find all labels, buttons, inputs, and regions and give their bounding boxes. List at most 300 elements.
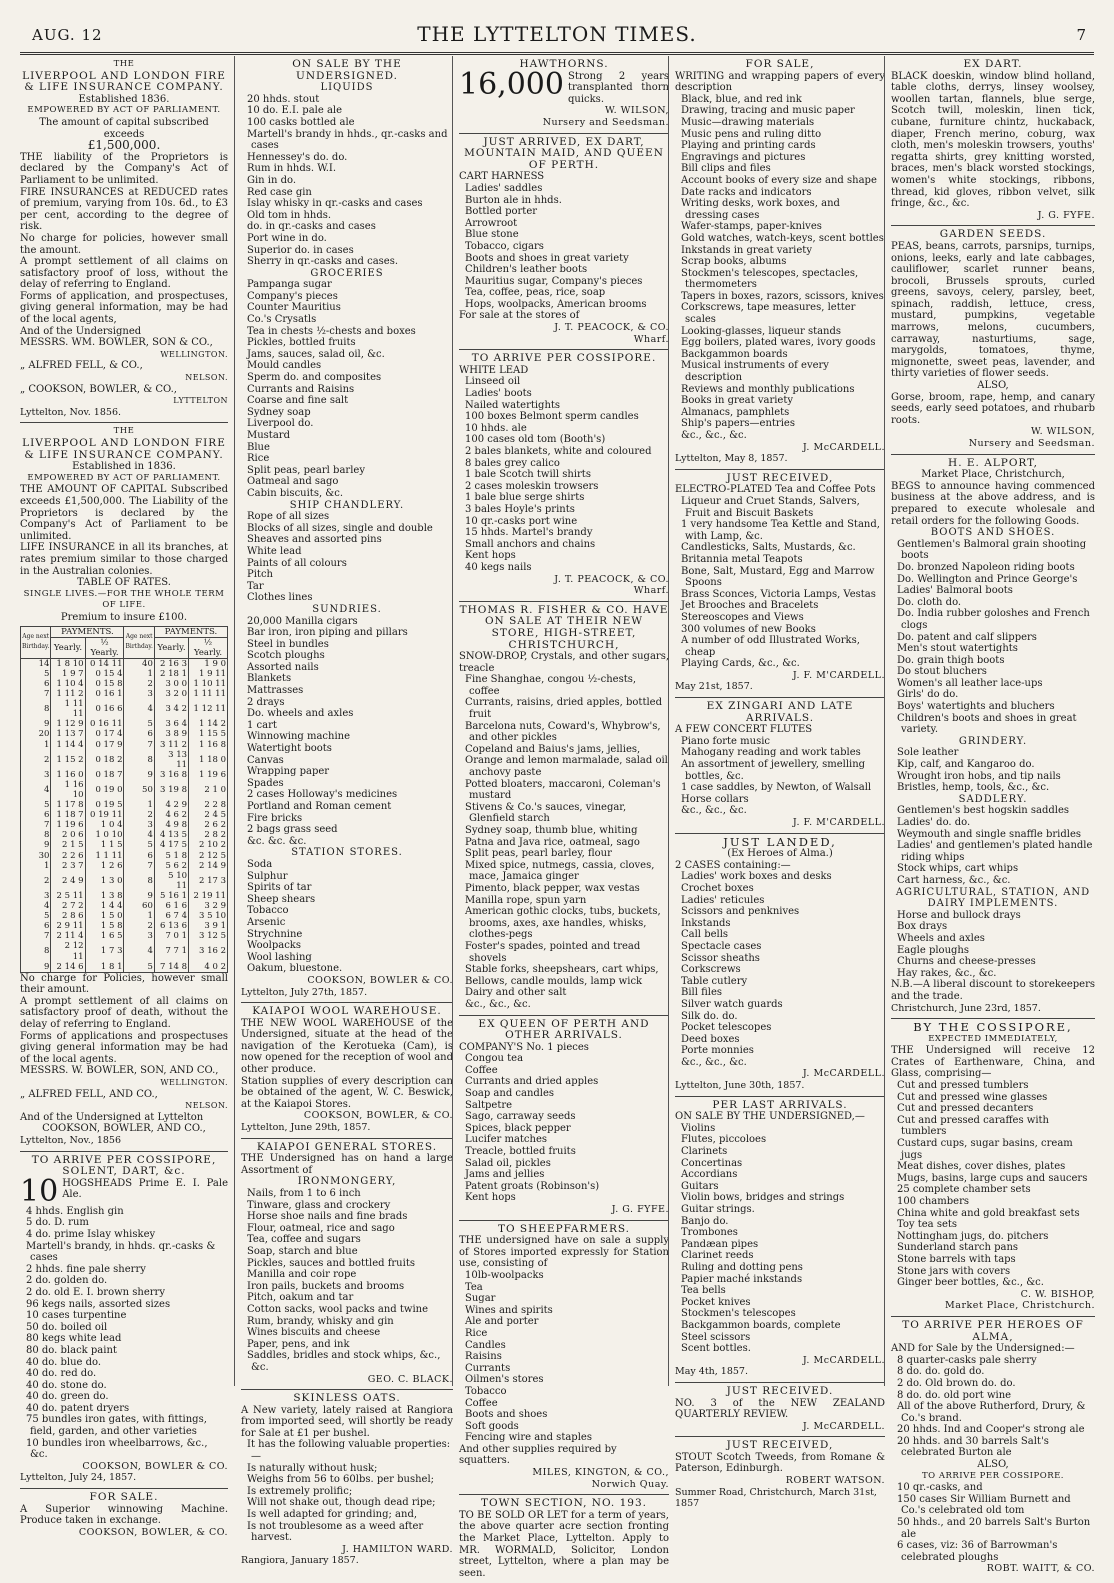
newspaper-title: THE LYTTELTON TIMES. xyxy=(417,22,697,46)
list-item: Woolpacks xyxy=(247,940,301,952)
ad-capital: The amount of capital subscribed exceeds xyxy=(39,116,209,140)
rates-header-payments: PAYMENTS. xyxy=(154,626,227,637)
table-cell: 2 10 2 xyxy=(189,840,228,850)
ad-date: Lyttelton, June 30th, 1857. xyxy=(675,1080,805,1092)
ad-lead: WRITING and wrapping papers of every description xyxy=(675,70,885,94)
item-list xyxy=(459,1053,669,1204)
table-cell: 0 15 8 xyxy=(85,679,124,689)
list-item: Currants xyxy=(465,1362,511,1374)
list-item: White lead xyxy=(247,545,302,557)
ad-paragraph: THE undersigned have on sale a supply of Stores imported expressly for Station use, consisting of xyxy=(459,1235,669,1270)
list-item: Small anchors and chains xyxy=(465,538,596,550)
table-cell: 1 3 8 xyxy=(85,891,124,901)
list-item: Dairy and other salt xyxy=(465,987,567,999)
ad-agent-location: NELSON. xyxy=(185,373,228,383)
item-list xyxy=(459,183,669,311)
item-list xyxy=(241,1439,453,1543)
list-item: Hennessey's do. do. xyxy=(247,151,348,163)
ad-heading: FOR SALE, xyxy=(745,58,815,70)
table-row xyxy=(21,861,228,871)
table-cell: 0 19 11 xyxy=(85,810,124,820)
list-item: Saltpetre xyxy=(465,1099,513,1111)
table-cell: 5 xyxy=(124,962,154,973)
table-cell: 0 15 4 xyxy=(85,669,124,679)
list-item: Ladies' work boxes and desks xyxy=(681,871,832,883)
table-cell: 2 8 2 xyxy=(189,830,228,840)
table-cell: 3 9 1 xyxy=(189,921,228,931)
table-cell: 5 xyxy=(21,669,51,679)
table-cell: 2 xyxy=(21,871,51,891)
ad-sheepfarmers xyxy=(459,1221,669,1496)
table-cell: 2 2 8 xyxy=(189,800,228,810)
list-item: Wool lashing xyxy=(247,951,312,963)
ad-signature: J. McCARDELL. xyxy=(802,1354,885,1366)
table-cell: 4 xyxy=(21,901,51,911)
table-cell: 7 14 8 xyxy=(154,962,188,973)
list-item: Rum in hhds. W.I. xyxy=(247,163,337,175)
table-cell: 2 14 6 xyxy=(51,962,85,973)
list-item: Potted bloaters, maccaroni, Coleman's mustard xyxy=(465,778,661,802)
list-item: Coarse and fine salt xyxy=(247,395,349,407)
table-cell: 9 xyxy=(21,962,51,973)
list-item: Fine Shanghae, congou ½-chests, coffee xyxy=(465,674,637,697)
item-list xyxy=(891,910,1095,980)
ad-on-sale-cookson xyxy=(241,56,453,1003)
column-2 xyxy=(234,56,459,1567)
ad-paragraph: THE AMOUNT OF CAPITAL Subscribed exceeds £1,500,000. The Liability of the Proprietors is declared by the Company's Act of Parliament to be unlimited. xyxy=(20,484,228,542)
table-cell: 3 8 9 xyxy=(154,729,188,739)
ad-lead xyxy=(20,1173,228,1209)
list-item: Britannia metal Teapots xyxy=(681,553,803,565)
table-cell: 40 xyxy=(124,658,154,669)
ad-signature: J. F. M'CARDELL. xyxy=(792,669,885,681)
table-cell: 4 xyxy=(124,699,154,719)
ad-liverpool-life xyxy=(20,423,228,1151)
list-item: Martell's brandy, in hhds. qr.-casks & cases xyxy=(26,1240,216,1264)
ad-paragraph: TO BE SOLD OR LET for a term of years, the above quarter acre section fronting the Market Place, Lyttelton. Apply to MR. WORMALD, Solicitor, London street, Lyttelton, where a plan may be seen. xyxy=(459,1509,669,1579)
list-item: Burton ale in hhds. xyxy=(465,194,562,206)
list-item: Arsenic xyxy=(247,916,286,928)
ad-heading: LIVERPOOL AND LONDON FIRE & LIFE INSURANCE COMPANY. xyxy=(22,437,226,461)
ad-signature: W. WILSON, xyxy=(1031,426,1095,438)
ad-empowered: EMPOWERED BY ACT OF PARLIAMENT. xyxy=(27,105,221,116)
list-item: 40 do. stone do. xyxy=(26,1379,107,1391)
list-item: Kip, calf, and Kangaroo do. xyxy=(897,759,1035,771)
list-item: Counter Mauritius xyxy=(247,302,341,314)
table-cell: 1 1 5 xyxy=(85,840,124,850)
list-item: &c., &c., &c. xyxy=(681,1056,747,1068)
ad-paragraph: And of the Undersigned at Lyttelton xyxy=(20,1111,204,1123)
table-cell: 1 16 8 xyxy=(189,740,228,750)
item-list xyxy=(675,496,885,670)
table-cell: 4 xyxy=(124,830,154,840)
table-row xyxy=(21,679,228,689)
ad-alport xyxy=(891,455,1095,1020)
table-cell: 1 4 4 xyxy=(85,901,124,911)
list-item: Soap, starch and blue xyxy=(247,1245,358,1257)
ad-lead: ON SALE BY THE UNDERSIGNED,— xyxy=(675,1111,865,1123)
list-item: Silk do. do. xyxy=(681,1010,738,1022)
list-item: Table cutlery xyxy=(681,975,748,987)
list-item: Tea, coffee, peas, rice, soap xyxy=(465,287,606,299)
list-item: Ladies' boots xyxy=(465,388,532,400)
table-cell: 3 12 5 xyxy=(189,931,228,941)
list-item: Banjo do. xyxy=(681,1215,729,1227)
item-list xyxy=(891,1080,1095,1289)
table-cell: 1 15 5 xyxy=(189,729,228,739)
table-cell: 1 xyxy=(21,861,51,871)
list-item: &c. &c. &c. xyxy=(247,835,307,847)
table-cell: 7 0 1 xyxy=(154,931,188,941)
list-item: China white and gold breakfast sets xyxy=(897,1207,1080,1219)
list-item: Treacle, bottled fruits xyxy=(465,1146,576,1158)
ad-date: Lyttelton, July 27th, 1857. xyxy=(241,986,368,998)
list-item: Bottled porter xyxy=(465,206,538,218)
list-item: Blue stone xyxy=(465,229,519,241)
list-item: Eagle ploughs xyxy=(897,944,969,956)
list-item: 10 cases turpentine xyxy=(26,1310,127,1322)
list-item: 10 hhds. ale xyxy=(465,422,527,434)
ad-date: Lyttelton, June 29th, 1857. xyxy=(241,1122,371,1134)
lead-text: Strong 2 years transplanted thorn quicks. xyxy=(567,70,669,105)
list-item: 4 do. prime Islay whiskey xyxy=(26,1228,156,1240)
list-item: Stone jars with covers xyxy=(897,1265,1011,1277)
list-item: It has the following valuable properties:— xyxy=(247,1439,451,1463)
section-heading: STATION STORES. xyxy=(291,847,403,859)
table-row xyxy=(21,921,228,931)
ad-heading: JUST RECEIVED, xyxy=(726,1439,834,1452)
list-item: 8 do. do. old port wine xyxy=(897,1389,1012,1401)
ad-signature: ROBERT WATSON. xyxy=(785,1475,885,1487)
ad-electro-plated xyxy=(675,470,885,698)
list-item: Rope of all sizes xyxy=(247,511,330,523)
list-item: Mixed spice, nutmegs, cassia, cloves, mace, Jamaica ginger xyxy=(465,859,655,883)
list-item: Do. Wellington and Prince George's xyxy=(897,573,1078,585)
list-item: Corkscrews xyxy=(681,964,741,976)
table-cell: 7 xyxy=(21,931,51,941)
list-item: 2 cases Holloway's medicines xyxy=(247,789,398,801)
list-item: Patna and Java rice, oatmeal, sago xyxy=(465,836,640,848)
list-item: Toy tea sets xyxy=(897,1219,958,1231)
ad-signature: MILES, KINGTON, & CO., xyxy=(532,1467,669,1479)
table-cell: 1 5 8 xyxy=(85,921,124,931)
table-cell: 3 2 9 xyxy=(189,901,228,911)
list-item: Tea bells xyxy=(681,1285,726,1297)
list-item: Co.'s Crysatls xyxy=(247,314,317,326)
table-row xyxy=(21,891,228,901)
ad-heading: JUST RECEIVED. xyxy=(726,1384,834,1397)
table-cell: 0 14 11 xyxy=(85,658,124,669)
item-list xyxy=(675,1123,885,1355)
ad-paragraph: LIFE INSURANCE in all its branches, at rates premium similar to those charged in the Australian colonies. xyxy=(20,542,228,577)
table-cell: 1 2 6 xyxy=(85,861,124,871)
list-item: Orange and lemon marmalade, salad oil anchovy paste xyxy=(465,755,668,779)
section-heading: SUNDRIES. xyxy=(312,603,382,615)
ad-signature-sub: Nursery and Seedsman. xyxy=(542,116,669,128)
list-item: 8 do. do. gold do. xyxy=(897,1366,985,1378)
list-item: Rice xyxy=(465,1327,488,1339)
table-cell: 20 xyxy=(21,729,51,739)
table-cell: 7 7 1 xyxy=(154,941,188,961)
table-row xyxy=(21,941,228,961)
list-item: 10 qr.-casks port wine xyxy=(465,515,578,527)
table-cell: 3 xyxy=(21,770,51,780)
list-item: 10lb-woolpacks xyxy=(465,1269,544,1281)
table-cell: 8 xyxy=(21,941,51,961)
list-item: 1 bale blue serge shirts xyxy=(465,492,585,504)
list-item: Pickles, bottled fruits xyxy=(247,337,356,349)
list-item: Pitch xyxy=(247,569,273,581)
ad-date: Christchurch, June 23rd, 1857. xyxy=(891,1002,1041,1014)
ad-paragraph: A Superior winnowing Machine. Produce taken in exchange. xyxy=(20,1503,228,1527)
list-item: Bristles, hemp, tools, &c., &c. xyxy=(897,782,1050,794)
table-cell: 1 xyxy=(124,911,154,921)
list-item: Soft goods xyxy=(465,1420,519,1432)
list-item: 80 kegs white lead xyxy=(26,1333,122,1345)
list-item: Martell's brandy in hhds., qr.-casks and cases xyxy=(247,128,448,152)
list-item: Cut and pressed tumblers xyxy=(897,1080,1029,1092)
list-item: Violins xyxy=(681,1122,716,1134)
table-cell: 5 6 2 xyxy=(154,861,188,871)
list-item: Meat dishes, cover dishes, plates xyxy=(897,1161,1066,1173)
table-cell: 2 11 4 xyxy=(51,931,85,941)
table-cell: 8 xyxy=(124,871,154,891)
list-item: Wines biscuits and cheese xyxy=(247,1327,381,1339)
list-item: Clothes lines xyxy=(247,592,313,604)
table-row xyxy=(21,658,228,669)
list-item: 80 do. black paint xyxy=(26,1344,117,1356)
table-cell: 7 xyxy=(21,689,51,699)
list-item: Stereoscopes and Views xyxy=(681,611,804,623)
table-cell: 1 10 11 xyxy=(189,679,228,689)
ad-paragraph: A prompt settlement of all claims on satisfactory proof of death, without the delay of referring to England. xyxy=(20,995,228,1031)
list-item: Is well adapted for grinding; and, xyxy=(247,1509,418,1521)
list-item: Sherry in qr.-casks and cases. xyxy=(247,256,399,268)
table-cell: 1 18 0 xyxy=(189,750,228,770)
list-item: Boots and shoes in great variety xyxy=(465,252,629,264)
table-row xyxy=(21,729,228,739)
table-cell: 9 xyxy=(124,770,154,780)
list-item: Pampanga sugar xyxy=(247,279,332,291)
table-cell: 0 18 7 xyxy=(85,770,124,780)
table-row xyxy=(21,689,228,699)
list-item: Wrapping paper xyxy=(247,766,330,778)
table-cell: 4 0 2 xyxy=(189,962,228,973)
ad-also: ALSO, xyxy=(977,380,1009,392)
list-item: Wheels and axles xyxy=(897,932,985,944)
list-item: 300 volumes of new Books xyxy=(681,623,816,635)
table-cell: 0 18 2 xyxy=(85,750,124,770)
ad-signature: COOKSON, BOWLER, & CO. xyxy=(303,1110,453,1122)
rates-header-half: ½ Yearly. xyxy=(85,637,124,658)
ad-kaiapoi-stores xyxy=(241,1139,453,1390)
list-item: Tapers in boxes, razors, scissors, knives xyxy=(681,290,884,302)
list-item: Crochet boxes xyxy=(681,882,754,894)
list-item: Children's boots and shoes in great variety. xyxy=(897,712,1077,736)
table-cell: 1 xyxy=(124,669,154,679)
list-item: Congou tea xyxy=(465,1053,524,1065)
table-cell: 1 1 11 xyxy=(85,851,124,861)
table-cell: 4 xyxy=(21,780,51,800)
list-item: Lucifer matches xyxy=(465,1134,548,1146)
table-cell: 2 12 5 xyxy=(189,851,228,861)
list-item: Do. grain thigh boots xyxy=(897,654,1005,666)
table-cell: 9 xyxy=(21,840,51,850)
ad-ex-dart xyxy=(891,56,1095,226)
list-item: 100 cases old tom (Booth's) xyxy=(465,434,606,446)
ad-signature: J. T. PEACOCK, & CO. xyxy=(554,573,669,585)
list-item: Do. patent and calf slippers xyxy=(897,631,1037,643)
list-item: Date racks and indicators xyxy=(681,186,812,198)
ad-signature: W. WILSON, xyxy=(605,105,669,117)
list-item: &c., &c., &c. xyxy=(681,805,747,817)
list-item: Sydney soap, thumb blue, whiting xyxy=(465,825,638,836)
list-item: Pocket telescopes xyxy=(681,1022,772,1034)
list-item: Men's stout watertights xyxy=(897,643,1018,655)
list-item: Stockmen's telescopes xyxy=(681,1308,796,1320)
item-list xyxy=(241,1188,453,1374)
list-item: Is naturally without husk; xyxy=(247,1462,378,1474)
table-cell: 2 xyxy=(124,810,154,820)
list-item: Spades xyxy=(247,777,284,789)
table-row xyxy=(21,962,228,973)
ad-established: Established 1836. xyxy=(78,93,170,105)
item-list xyxy=(241,279,453,499)
table-cell: 2 19 11 xyxy=(189,891,228,901)
list-item: Stivens & Co.'s sauces, vinegar, Glenfield starch xyxy=(465,801,627,825)
list-item: Do. wheels and axles xyxy=(247,708,354,720)
ad-signature: J. G. FYFE. xyxy=(611,1204,669,1215)
table-cell: 1 17 8 xyxy=(51,800,85,810)
table-cell: 1 9 7 xyxy=(51,669,85,679)
table-cell: 1 11 11 xyxy=(189,689,228,699)
rates-premium: Premium to insure £100. xyxy=(60,611,188,623)
list-item: Patent groats (Robinson's) xyxy=(465,1180,600,1192)
list-item: All of the above Rutherford, Drury, & Co.'s brand. xyxy=(897,1401,1086,1424)
ad-paragraph: N.B.—A liberal discount to storekeepers and the trade. xyxy=(891,979,1095,1002)
ad-lead: A FEW CONCERT FLUTES xyxy=(675,724,813,736)
list-item: Sugar xyxy=(465,1293,496,1305)
table-cell: 6 xyxy=(124,851,154,861)
table-cell: 1 9 0 xyxy=(189,658,228,669)
ad-heading: SKINLESS OATS. xyxy=(293,1392,401,1405)
ad-last-arrivals xyxy=(675,1097,885,1383)
list-item: Jet Brooches and Bracelets xyxy=(681,600,819,612)
table-cell: 0 17 9 xyxy=(85,740,124,750)
list-item: Copeland and Baius's jams, jellies, xyxy=(465,743,641,755)
ad-signature-sub: Nursery and Seedsman. xyxy=(968,438,1095,449)
ad-lead: CART HARNESS xyxy=(459,171,545,183)
list-item: Porte monnies xyxy=(681,1045,754,1057)
list-item: Accordians xyxy=(681,1169,738,1181)
ad-heading: JUST ARRIVED, EX DART, MOUNTAIN MAID, AND QUEEN OF PERTH. xyxy=(464,135,664,171)
list-item: 2 cases moleskin trowsers xyxy=(465,480,599,492)
ad-agent: COOKSON, BOWLER, AND CO., xyxy=(42,1123,206,1135)
ad-date: Lyttelton, Nov., 1856 xyxy=(20,1135,122,1146)
ad-paragraph: A prompt settlement of all claims on satisfactory proof of loss, without the delay of referring to England. xyxy=(20,256,228,291)
list-item: Stable forks, sheepshears, cart whips, xyxy=(465,964,659,976)
list-item: Hay rakes, &c., &c. xyxy=(897,967,997,979)
issue-date: AUG. 12 xyxy=(32,26,103,44)
table-cell: 7 xyxy=(21,820,51,830)
list-item: Candlesticks, Salts, Mustards, &c. xyxy=(681,542,856,554)
table-row xyxy=(21,719,228,729)
table-cell: 6 xyxy=(21,810,51,820)
list-item: Split peas, pearl barley, flour xyxy=(465,848,612,860)
list-item: 40 do. patent dryers xyxy=(26,1402,130,1414)
ad-signature: COOKSON, BOWLER & CO. xyxy=(307,974,453,986)
list-item: Jams, sauces, salad oil, &c. xyxy=(247,348,385,360)
table-cell: 2 5 11 xyxy=(51,891,85,901)
ad-signature: J. T. PEACOCK, & CO. xyxy=(554,322,669,334)
table-row xyxy=(21,770,228,780)
list-item: Engravings and pictures xyxy=(681,151,806,163)
list-item: Silver watch guards xyxy=(681,998,783,1010)
table-cell: 3 0 0 xyxy=(154,679,188,689)
list-item: Currants and dried apples xyxy=(465,1076,599,1088)
list-item: Pandæan pipes xyxy=(681,1238,759,1250)
list-item: Islay whisky in qr.-casks and cases xyxy=(247,198,423,210)
ad-lead: WHITE LEAD xyxy=(459,364,529,376)
item-list xyxy=(241,859,453,975)
item-list xyxy=(891,539,1095,736)
rates-body xyxy=(21,658,228,972)
list-item: Children's leather boots xyxy=(465,264,588,276)
table-cell: 5 xyxy=(21,800,51,810)
list-item: Piano forte music xyxy=(681,735,770,747)
list-item: Do. bronzed Napoleon riding boots xyxy=(897,561,1075,573)
list-item: Sole leather xyxy=(897,747,959,759)
rates-header-half: ½ Yearly. xyxy=(189,637,228,658)
ad-heading: PER LAST ARRIVALS. xyxy=(712,1098,848,1111)
list-item: Sunderland starch pans xyxy=(897,1242,1019,1254)
table-cell: 3 6 4 xyxy=(154,719,188,729)
ad-heading: FOR SALE. xyxy=(89,1491,159,1504)
list-item: Port wine in do. xyxy=(247,232,327,244)
list-item: Music—drawing materials xyxy=(681,116,815,128)
list-item: 2 do. old E. I. brown sherry xyxy=(26,1286,165,1298)
ad-date: Summer Road, Christchurch, March 31st, 1857 xyxy=(675,1486,877,1510)
table-cell: 6 xyxy=(21,679,51,689)
item-list xyxy=(241,511,453,604)
list-item: Nails, from 1 to 6 inch xyxy=(247,1188,361,1199)
ad-paragraph: Gorse, broom, rape, hemp, and canary seeds, early seed potatoes, and rhubarb roots. xyxy=(891,391,1095,426)
ad-cart-harness xyxy=(459,134,669,351)
list-item: Linseed oil xyxy=(465,376,521,388)
item-list xyxy=(675,94,885,442)
ad-paragraph: THE NEW WOOL WAREHOUSE of the Undersigned, situate at the head of the navigation of the Kerotueka (Cam), is now opened for the reception of wool and other produce. xyxy=(241,1017,453,1076)
list-item: 20 hhds. stout xyxy=(247,93,320,105)
ad-signature: COOKSON, BOWLER, & CO. xyxy=(78,1526,228,1538)
list-item: 100 boxes Belmont sperm candles xyxy=(465,411,639,423)
table-cell: 1 xyxy=(21,740,51,750)
item-list xyxy=(675,871,885,1068)
list-item: Manilla and coir rope xyxy=(247,1269,357,1281)
list-item: Stockmen's telescopes, spectacles, thermometers xyxy=(681,267,859,291)
list-item: Reviews and monthly publications xyxy=(681,383,855,395)
table-cell: 6 xyxy=(21,921,51,931)
item-list xyxy=(675,736,885,817)
table-cell: 2 18 1 xyxy=(154,669,188,679)
table-row xyxy=(21,669,228,679)
list-item: Wines and spirits xyxy=(465,1304,553,1316)
table-cell: 3 16 2 xyxy=(189,941,228,961)
table-cell: 2 17 3 xyxy=(189,871,228,891)
list-item: Weymouth and single snaffle bridles xyxy=(897,828,1082,840)
list-item: Guitars xyxy=(681,1180,719,1192)
ad-heading: TO SHEEPFARMERS. xyxy=(497,1222,631,1235)
ad-subheading: Market Place, Christchurch, xyxy=(921,469,1065,481)
